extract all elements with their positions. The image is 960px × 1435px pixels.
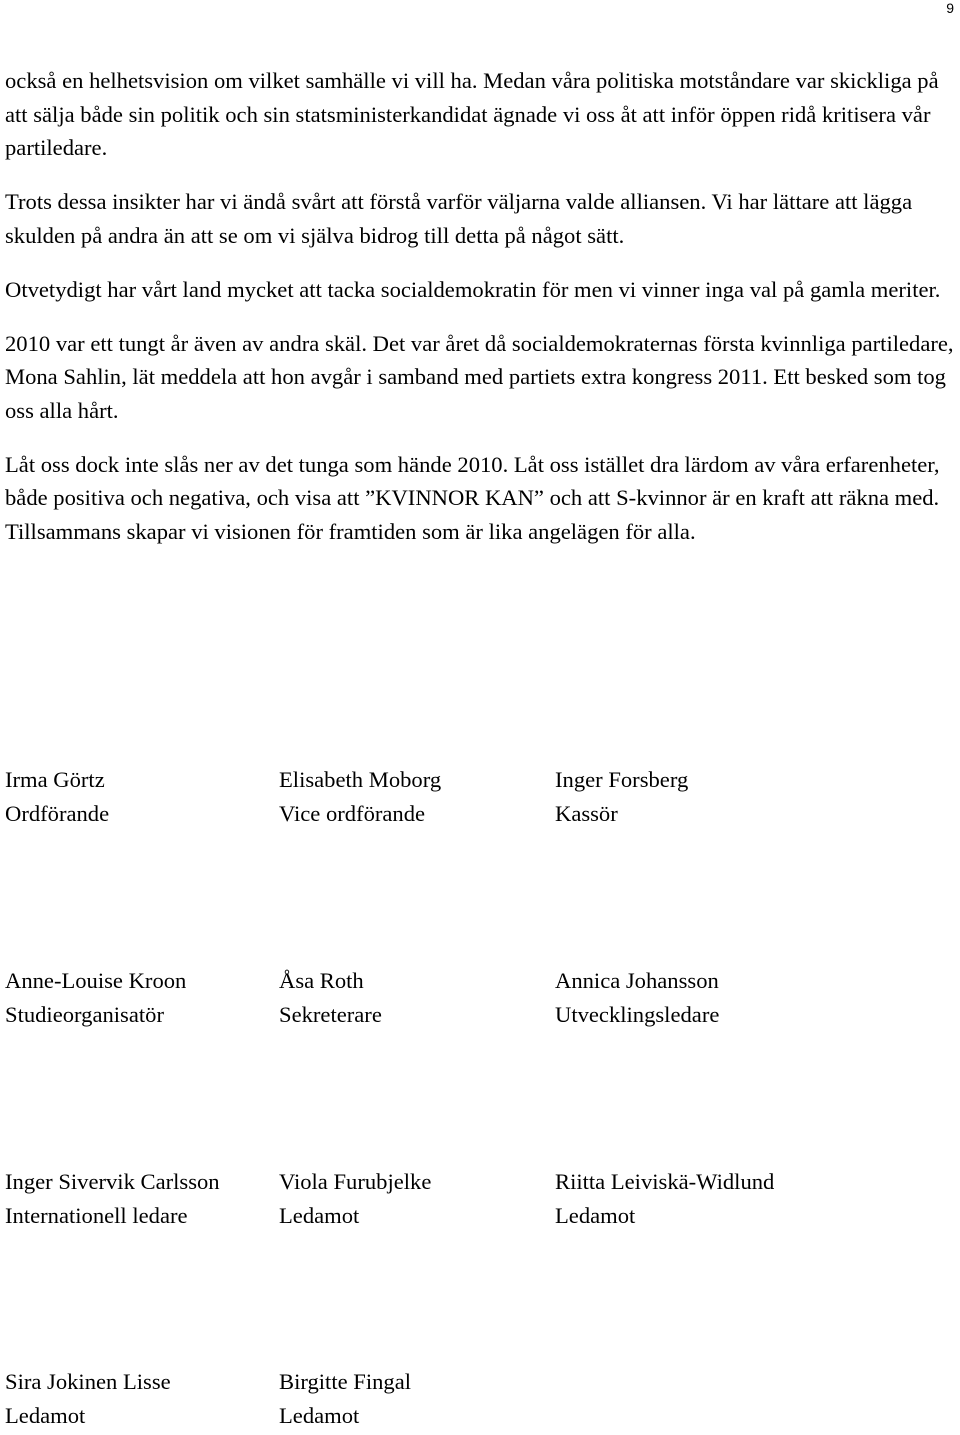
signatory-role: Internationell ledare	[5, 1202, 188, 1228]
signatory-name: Inger Sivervik Carlsson	[5, 1169, 220, 1194]
signatory-role: Ledamot	[555, 1202, 636, 1228]
signature-block	[5, 964, 186, 1031]
signature-block	[5, 1365, 171, 1432]
signatory-name: Inger Forsberg	[555, 767, 689, 792]
signatory-role: Ledamot	[279, 1202, 360, 1228]
signatory-name: Anne-Louise Kroon	[5, 968, 187, 993]
signature-block	[555, 964, 719, 1031]
signatory-name: Elisabeth Moborg	[279, 767, 442, 792]
signature-block	[555, 1165, 774, 1232]
paragraph: Låt oss dock inte slås ner av det tunga som hände 2010. Låt oss istället dra lärdom av våra erfarenheter, både positiva och negativa, och visa att ”KVINNOR KAN” och att S-kvinnor är en kraft att räkna med. Tillsammans skapar vi visionen för framtiden som är lika angelägen för alla.	[5, 451, 940, 544]
document-body	[5, 64, 955, 569]
signature-row	[5, 763, 955, 833]
signatory-role: Kassör	[555, 800, 618, 826]
paragraph: också en helhetsvision om vilket samhälle vi vill ha. Medan våra politiska motståndare var skickliga på att sälja både sin politik och sin statsministerkandidat ägnade vi oss åt att inför öppen ridå kritisera vår partiledare.	[5, 68, 939, 160]
signature-block	[279, 1365, 411, 1432]
signature-block	[279, 763, 441, 830]
signatory-role: Utvecklingsledare	[555, 1001, 720, 1027]
signatory-role: Sekreterare	[279, 1001, 382, 1027]
signature-block	[555, 763, 688, 830]
signature-block	[5, 763, 109, 830]
signature-block	[5, 1165, 220, 1232]
signature-row	[5, 964, 955, 1034]
signature-row	[5, 1165, 955, 1235]
signatory-role: Ordförande	[5, 800, 110, 826]
signatory-role: Ledamot	[279, 1402, 360, 1428]
signatory-role: Ledamot	[5, 1402, 86, 1428]
signatory-name: Annica Johansson	[555, 968, 719, 993]
paragraph: Otvetydigt har vårt land mycket att tacka socialdemokratin för men vi vinner inga val på gamla meriter.	[5, 276, 941, 302]
signatory-name: Birgitte Fingal	[279, 1369, 412, 1394]
signatory-name: Sira Jokinen Lisse	[5, 1369, 171, 1394]
signatory-name: Riitta Leiviskä-Widlund	[555, 1169, 775, 1194]
signatory-name: Viola Furubjelke	[279, 1169, 432, 1194]
signatory-name: Irma Görtz	[5, 767, 105, 792]
signature-block	[279, 1165, 431, 1232]
signatory-role: Studieorganisatör	[5, 1001, 164, 1027]
signature-block	[279, 964, 382, 1031]
signature-row	[5, 1365, 955, 1435]
page-number: 9	[946, 0, 954, 16]
paragraph: Trots dessa insikter har vi ändå svårt att förstå varför väljarna valde alliansen. Vi har lättare att lägga skulden på andra än att se om vi själva bidrog till detta på något sätt.	[5, 189, 913, 248]
signatory-name: Åsa Roth	[279, 968, 364, 993]
paragraph: 2010 var ett tungt år även av andra skäl. Det var året då socialdemokraternas första kvinnliga partiledare, Mona Sahlin, lät meddela att hon avgår i samband med partiets extra kongress 2011. Ett besked som tog oss alla hårt.	[5, 330, 954, 423]
signatory-role: Vice ordförande	[279, 800, 426, 826]
